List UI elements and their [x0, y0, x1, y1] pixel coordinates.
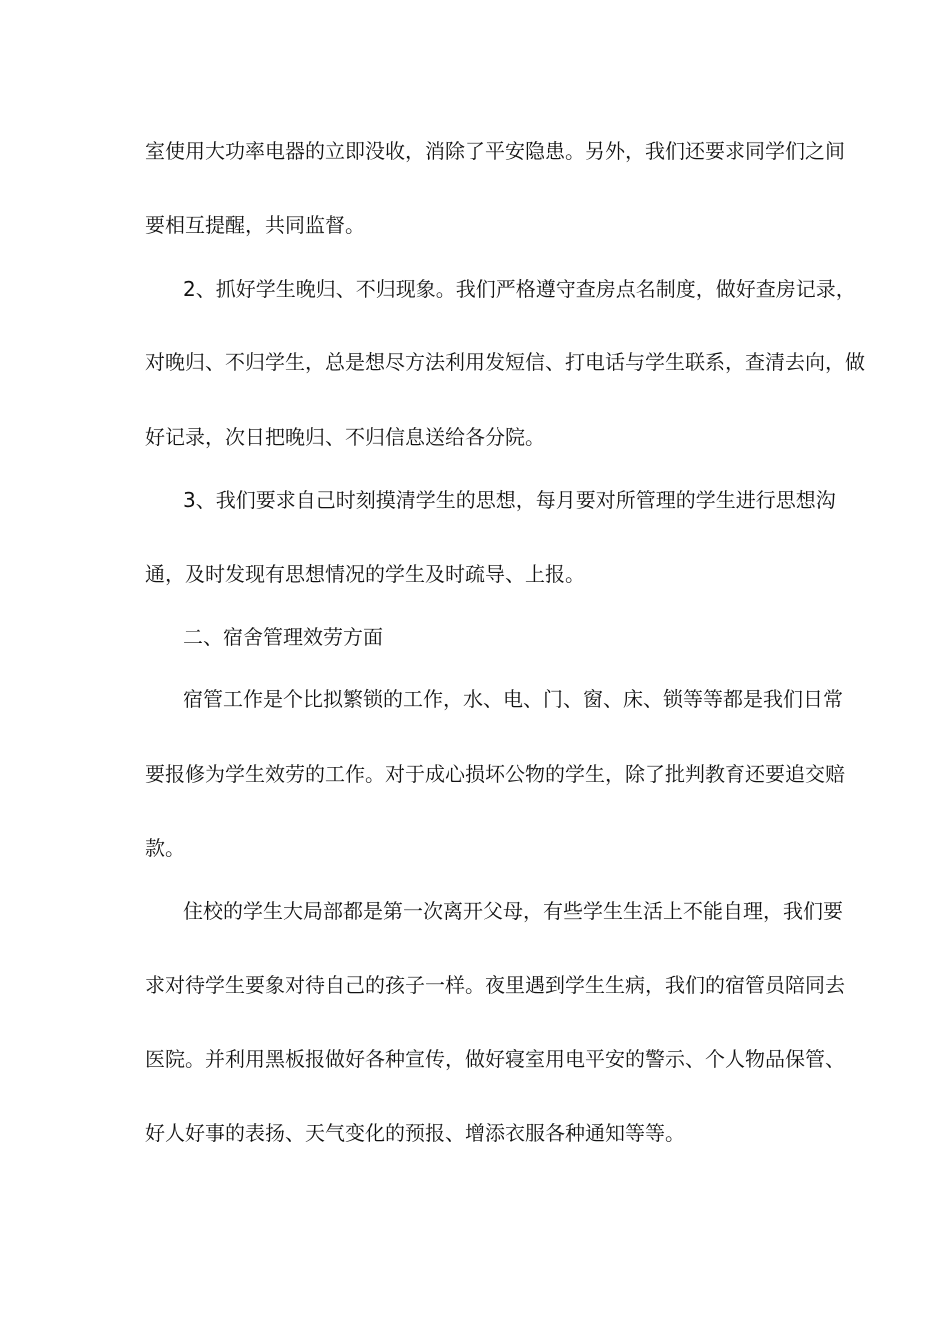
section-heading: 二、宿舍管理效劳方面 — [183, 625, 383, 649]
text-line-10: 要报修为学生效劳的工作。对于成心损坏公物的学生，除了批判教育还要追交赔 — [145, 762, 845, 786]
text-line-14: 医院。并利用黑板报做好各种宣传，做好寝室用电平安的警示、个人物品保管、 — [145, 1047, 845, 1071]
text-line-3: 2、抓好学生晚归、不归现象。我们严格遵守查房点名制度，做好查房记录， — [183, 277, 856, 301]
text-line-5: 好记录，次日把晚归、不归信息送给各分院。 — [145, 425, 545, 449]
text-line-2: 要相互提醒，共同监督。 — [145, 213, 365, 237]
text-line-12: 住校的学生大局部都是第一次离开父母，有些学生生活上不能自理，我们要 — [183, 899, 843, 923]
text-line-11: 款。 — [145, 836, 185, 860]
text-line-4: 对晚归、不归学生，总是想尽方法利用发短信、打电话与学生联系，查清去向，做 — [145, 350, 865, 374]
text-line-9: 宿管工作是个比拟繁锁的工作，水、电、门、窗、床、锁等等都是我们日常 — [183, 687, 843, 711]
text-line-1: 室使用大功率电器的立即没收，消除了平安隐患。另外，我们还要求同学们之间 — [145, 139, 845, 163]
text-line-6: 3、我们要求自己时刻摸清学生的思想，每月要对所管理的学生进行思想沟 — [183, 488, 836, 512]
text-line-15: 好人好事的表扬、天气变化的预报、增添衣服各种通知等等。 — [145, 1121, 685, 1145]
text-line-13: 求对待学生要象对待自己的孩子一样。夜里遇到学生生病，我们的宿管员陪同去 — [145, 973, 845, 997]
text-line-7: 通，及时发现有思想情况的学生及时疏导、上报。 — [145, 562, 585, 586]
